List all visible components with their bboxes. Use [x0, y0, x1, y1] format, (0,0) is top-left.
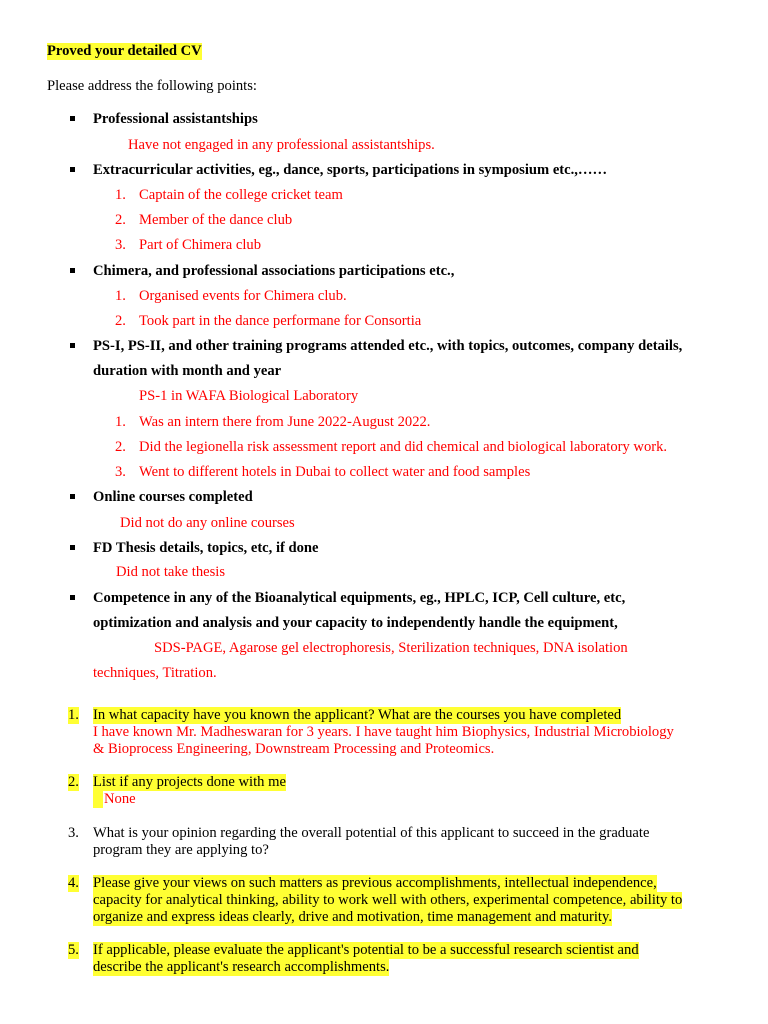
- list-number: 1.: [115, 414, 126, 430]
- list-item: Did the legionella risk assessment report and did chemical and biological laboratory work.: [139, 439, 668, 455]
- section-subheading: PS-1 in WAFA Biological Laboratory: [139, 388, 359, 404]
- list-number: 3.: [115, 237, 126, 253]
- section-title: Professional assistantships: [93, 111, 258, 127]
- section-title-continued: duration with month and year: [93, 363, 282, 379]
- section-response: SDS-PAGE, Agarose gel electrophoresis, Sterilization techniques, DNA isolation: [154, 640, 628, 656]
- list-number: 2.: [115, 439, 126, 455]
- section-title: PS-I, PS-II, and other training programs attended etc., with topics, outcomes, company details,: [93, 338, 683, 354]
- question-answer-continued: & Bioprocess Engineering, Downstream Processing and Proteomics.: [93, 741, 495, 757]
- document-heading: Proved your detailed CV: [47, 43, 202, 59]
- intro-text: Please address the following points:: [47, 78, 257, 94]
- bullet-square-icon: [70, 268, 75, 273]
- list-item: Member of the dance club: [139, 212, 293, 228]
- question-text-continued: organize and express ideas clearly, drive and motivation, time management and maturity.: [93, 909, 612, 925]
- question-number: 5.: [68, 942, 79, 958]
- section-title: FD Thesis details, topics, etc, if done: [93, 540, 319, 556]
- bullet-square-icon: [70, 595, 75, 600]
- question-text: What is your opinion regarding the overall potential of this applicant to succeed in the graduate: [93, 825, 650, 841]
- question-text-continued: describe the applicant's research accomplishments.: [93, 959, 390, 975]
- question-number: 3.: [68, 825, 79, 841]
- bullet-square-icon: [70, 545, 75, 550]
- question-text: If applicable, please evaluate the applicant's potential to be a successful research scientist and: [93, 942, 639, 958]
- section-title: Chimera, and professional associations participations etc.,: [93, 263, 455, 279]
- section-title: Competence in any of the Bioanalytical equipments, eg., HPLC, ICP, Cell culture, etc,: [93, 590, 626, 606]
- section-title: Extracurricular activities, eg., dance, sports, participations in symposium etc.,……: [93, 162, 608, 178]
- bullet-square-icon: [70, 116, 75, 121]
- list-item: Took part in the dance performane for Consortia: [139, 313, 422, 329]
- section-response: Did not take thesis: [116, 564, 226, 580]
- question-number: 2.: [68, 774, 79, 790]
- list-number: 1.: [115, 288, 126, 304]
- bullet-square-icon: [70, 494, 75, 499]
- list-number: 1.: [115, 187, 126, 203]
- question-answer: I have known Mr. Madheswaran for 3 years. I have taught him Biophysics, Industrial Microbiology: [93, 724, 674, 740]
- section-title-continued: optimization and analysis and your capacity to independently handle the equipment,: [93, 615, 618, 631]
- question-number: 1.: [68, 707, 79, 723]
- question-text-continued: program they are applying to?: [93, 842, 269, 858]
- list-number: 3.: [115, 464, 126, 480]
- list-item: Part of Chimera club: [139, 237, 261, 253]
- list-item: Organised events for Chimera club.: [139, 288, 347, 304]
- question-text: List if any projects done with me: [93, 774, 286, 790]
- bullet-square-icon: [70, 343, 75, 348]
- highlight-mark: [93, 791, 103, 808]
- section-response: Did not do any online courses: [120, 515, 295, 531]
- section-title: Online courses completed: [93, 489, 253, 505]
- question-number: 4.: [68, 875, 79, 891]
- section-response: Have not engaged in any professional assistantships.: [128, 137, 435, 153]
- list-item: Was an intern there from June 2022-August 2022.: [139, 414, 431, 430]
- list-item: Captain of the college cricket team: [139, 187, 343, 203]
- question-text-continued: capacity for analytical thinking, ability to work well with others, experimental competence, ability to: [93, 892, 683, 908]
- section-response-continued: techniques, Titration.: [93, 665, 217, 681]
- list-number: 2.: [115, 212, 126, 228]
- bullet-square-icon: [70, 167, 75, 172]
- question-text: Please give your views on such matters as previous accomplishments, intellectual independence,: [93, 875, 657, 891]
- question-answer: None: [104, 791, 136, 807]
- list-number: 2.: [115, 313, 126, 329]
- list-item: Went to different hotels in Dubai to collect water and food samples: [139, 464, 531, 480]
- question-text: In what capacity have you known the applicant? What are the courses you have completed: [93, 707, 622, 723]
